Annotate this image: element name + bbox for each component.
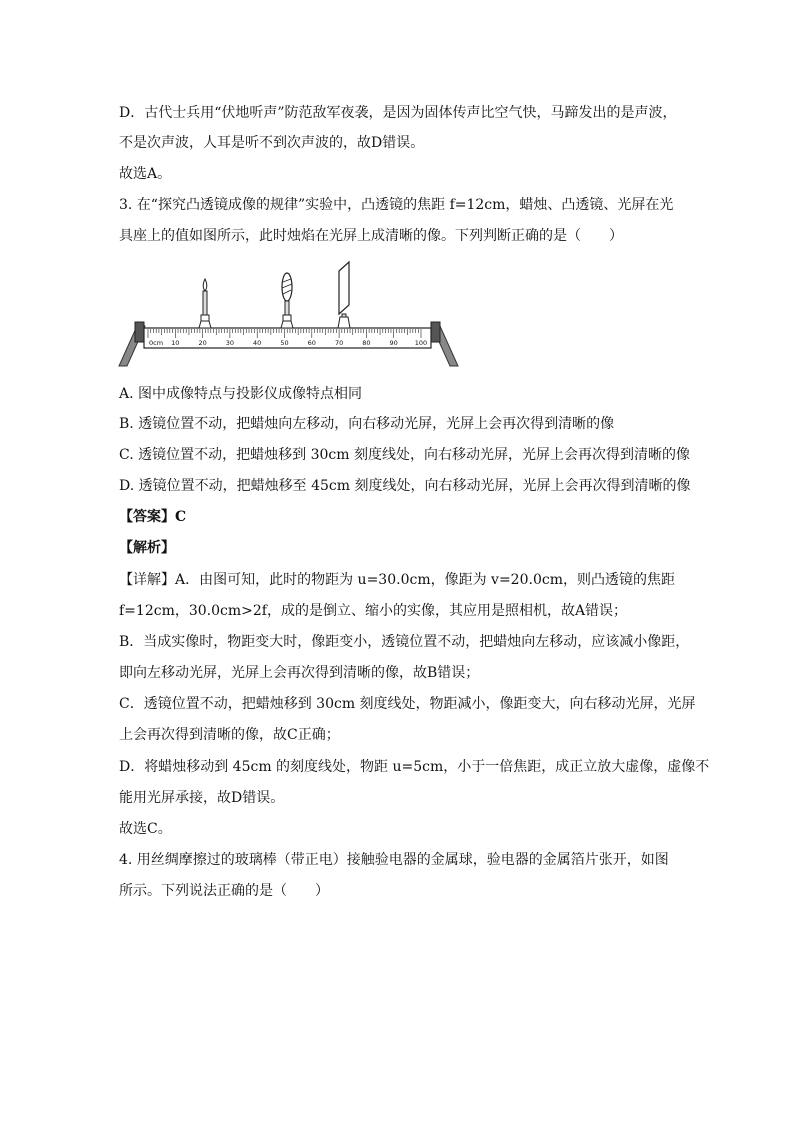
- scale-label: 40: [253, 339, 262, 347]
- explanation-line: f=12cm，30.0cm>2f，成的是倒立、缩小的实像，其应用是照相机，故A错误；: [119, 603, 628, 619]
- convex-lens: [281, 273, 293, 328]
- question-3-stem: 3. 在“探究凸透镜成像的规律”实验中，凸透镜的焦距 f=12cm，蜡烛、凸透镜、光屏在光: [119, 197, 674, 213]
- explanation-line: 【详解】A．由图可知，此时的物距为 u=30.0cm，像距为 v=20.0cm，则凸透镜的焦距: [119, 572, 675, 588]
- text-line: 不是次声波，人耳是听不到次声波的，故D错误。: [119, 135, 425, 151]
- question-3-stem: 具座上的值如图所示，此时烛焰在光屏上成清晰的像。下列判断正确的是（ ）: [119, 228, 623, 244]
- scale-label: 70: [334, 339, 344, 347]
- question-4-stem: 所示。下列说法正确的是（ ）: [119, 883, 329, 899]
- explanation-line: C．透镜位置不动，把蜡烛移到 30cm 刻度线处，物距减小，像距变大，向右移动光屏，光屏: [119, 696, 696, 712]
- answer-label: 【答案】C: [119, 509, 187, 525]
- option-a: A. 图中成像特点与投影仪成像特点相同: [119, 386, 363, 402]
- left-end-block: [135, 322, 144, 342]
- optical-bench-figure: [115, 258, 465, 370]
- scale-label: 80: [362, 339, 371, 347]
- candle: [199, 279, 211, 328]
- light-screen: [338, 262, 350, 328]
- explanation-line: D．将蜡烛移动到 45cm 的刻度线处，物距 u=5cm，小于一倍焦距，成正立放大虚像，虚像不: [119, 759, 710, 775]
- scale-label: 100: [414, 339, 428, 347]
- scale-label: 10: [171, 339, 180, 347]
- explanation-line: B．当成实像时，物距变大时，像距变小，透镜位置不动，把蜡烛向左移动，应该减小像距，: [119, 634, 690, 650]
- explanation-line: 即向左移动光屏，光屏上会再次得到清晰的像，故B错误；: [119, 665, 480, 681]
- explanation-line: 上会再次得到清晰的像，故C正确；: [119, 727, 340, 743]
- option-c: C. 透镜位置不动，把蜡烛移到 30cm 刻度线处，向右移动光屏，光屏上会再次得到清晰的像: [119, 447, 690, 463]
- scale-label: 30: [225, 339, 235, 347]
- conclusion-line: 故选C。: [119, 821, 172, 837]
- scale-label: 20: [198, 339, 207, 347]
- right-end-block: [431, 322, 440, 342]
- text-line: 故选A。: [119, 166, 172, 182]
- text-line: D．古代士兵用“伏地听声”防范敌军夜袭，是因为固体传声比空气快，马蹄发出的是声波，: [119, 105, 677, 121]
- scale-label: 90: [389, 339, 398, 347]
- explanation-line: 能用光屏承接，故D错误。: [119, 790, 285, 806]
- question-4-stem: 4. 用丝绸摩擦过的玻璃棒（带正电）接触验电器的金属球，验电器的金属箔片张开，如图: [119, 852, 669, 868]
- scale-label: 0cm: [149, 339, 164, 347]
- scale-label: 50: [280, 339, 289, 347]
- analysis-label: 【解析】: [119, 540, 175, 556]
- option-d: D. 透镜位置不动，把蜡烛移至 45cm 刻度线处，向右移动光屏，光屏上会再次得到清晰的像: [119, 478, 691, 494]
- scale-label: 60: [307, 339, 316, 347]
- option-b: B. 透镜位置不动，把蜡烛向左移动，向右移动光屏，光屏上会再次得到清晰的像: [119, 416, 615, 432]
